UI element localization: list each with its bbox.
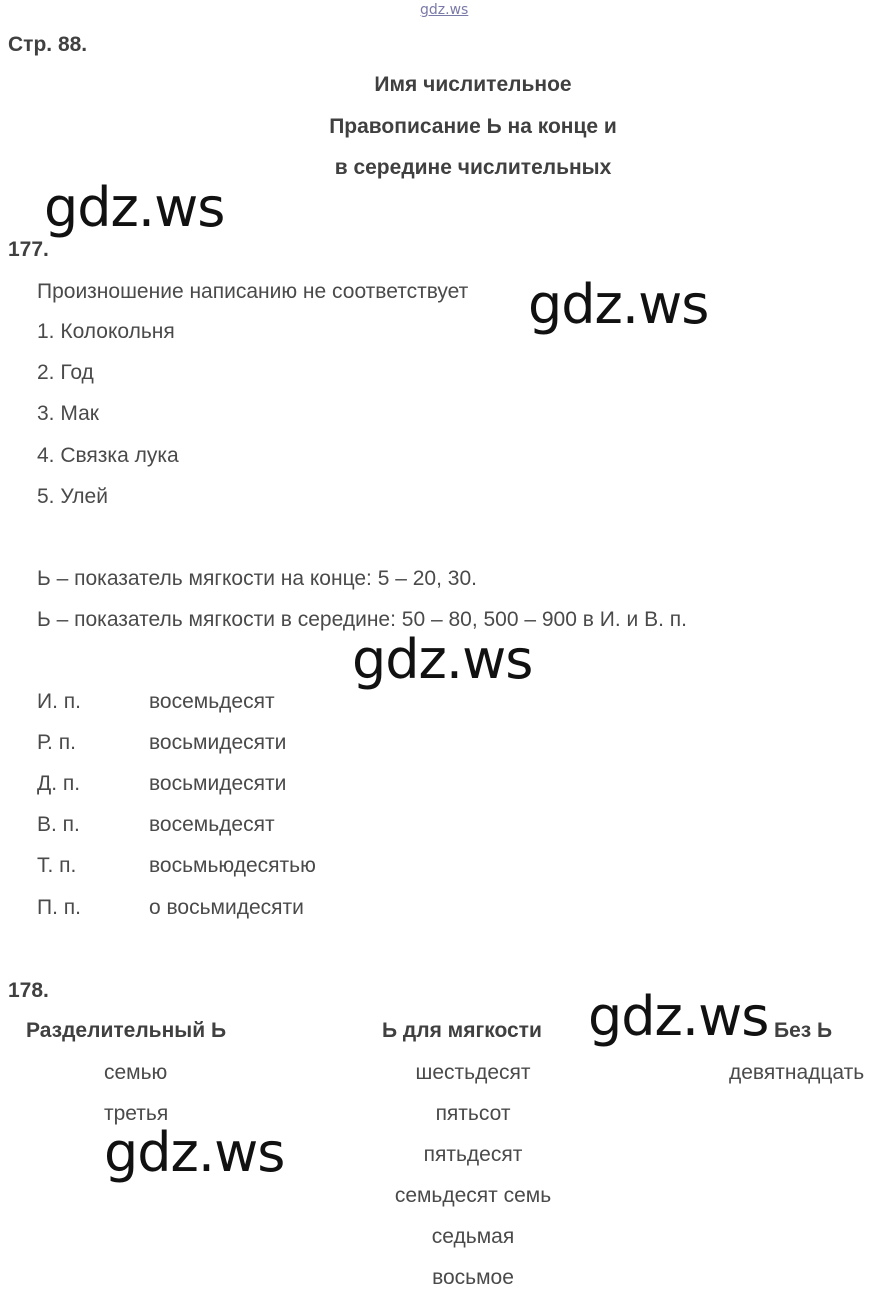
- word-cell: третья: [104, 1102, 169, 1125]
- word-cell: седьмая: [431, 1225, 515, 1248]
- column-head-separating: Разделительный Ь: [26, 1019, 227, 1042]
- case-label: Р. п.: [37, 731, 76, 754]
- case-label: П. п.: [37, 896, 81, 919]
- title-line-1: Имя числительное: [374, 73, 572, 96]
- case-word: восемьдесят: [149, 690, 275, 713]
- list-item: 5. Улей: [37, 485, 108, 508]
- title-line-3: в середине числительных: [334, 156, 612, 179]
- word-cell: пятьдесят: [423, 1143, 523, 1166]
- case-word: восьмидесяти: [149, 772, 287, 795]
- site-link[interactable]: gdz.ws: [420, 2, 469, 18]
- watermark: gdz.ws: [528, 273, 709, 336]
- column-head-softness: Ь для мягкости: [382, 1019, 542, 1042]
- watermark: gdz.ws: [104, 1121, 285, 1184]
- watermark: gdz.ws: [44, 176, 225, 239]
- case-word: о восьмидесяти: [149, 896, 304, 919]
- word-cell: пятьсот: [435, 1102, 511, 1125]
- case-word: восемьдесят: [149, 813, 275, 836]
- exercise-178-number: 178.: [8, 979, 49, 1002]
- case-label: Т. п.: [37, 854, 77, 877]
- exercise-177-number: 177.: [8, 238, 49, 261]
- list-item: 3. Мак: [37, 402, 99, 425]
- list-item: 2. Год: [37, 361, 94, 384]
- word-cell: восьмое: [432, 1266, 514, 1289]
- title-line-2: Правописание Ь на конце и: [329, 115, 617, 138]
- word-cell: семьдесят семь: [394, 1184, 552, 1207]
- word-cell: девятнадцать: [729, 1061, 865, 1084]
- case-word: восьмидесяти: [149, 731, 287, 754]
- word-cell: шестьдесят: [415, 1061, 531, 1084]
- rule-line-1: Ь – показатель мягкости на конце: 5 – 20, 30.: [37, 567, 477, 590]
- case-label: В. п.: [37, 813, 80, 836]
- case-label: И. п.: [37, 690, 81, 713]
- list-item: 1. Колокольня: [37, 320, 175, 343]
- word-cell: семью: [104, 1061, 168, 1084]
- exercise-177-intro: Произношение написанию не соответствует: [37, 280, 469, 303]
- watermark: gdz.ws: [352, 628, 533, 691]
- list-item: 4. Связка лука: [37, 444, 179, 467]
- watermark: gdz.ws: [588, 985, 769, 1048]
- rule-line-2: Ь – показатель мягкости в середине: 50 – 80, 500 – 900 в И. и В. п.: [37, 608, 687, 631]
- case-word: восьмьюдесятью: [149, 854, 316, 877]
- page-label: Стр. 88.: [8, 33, 88, 56]
- column-head-without: Без Ь: [774, 1019, 833, 1042]
- case-label: Д. п.: [37, 772, 81, 795]
